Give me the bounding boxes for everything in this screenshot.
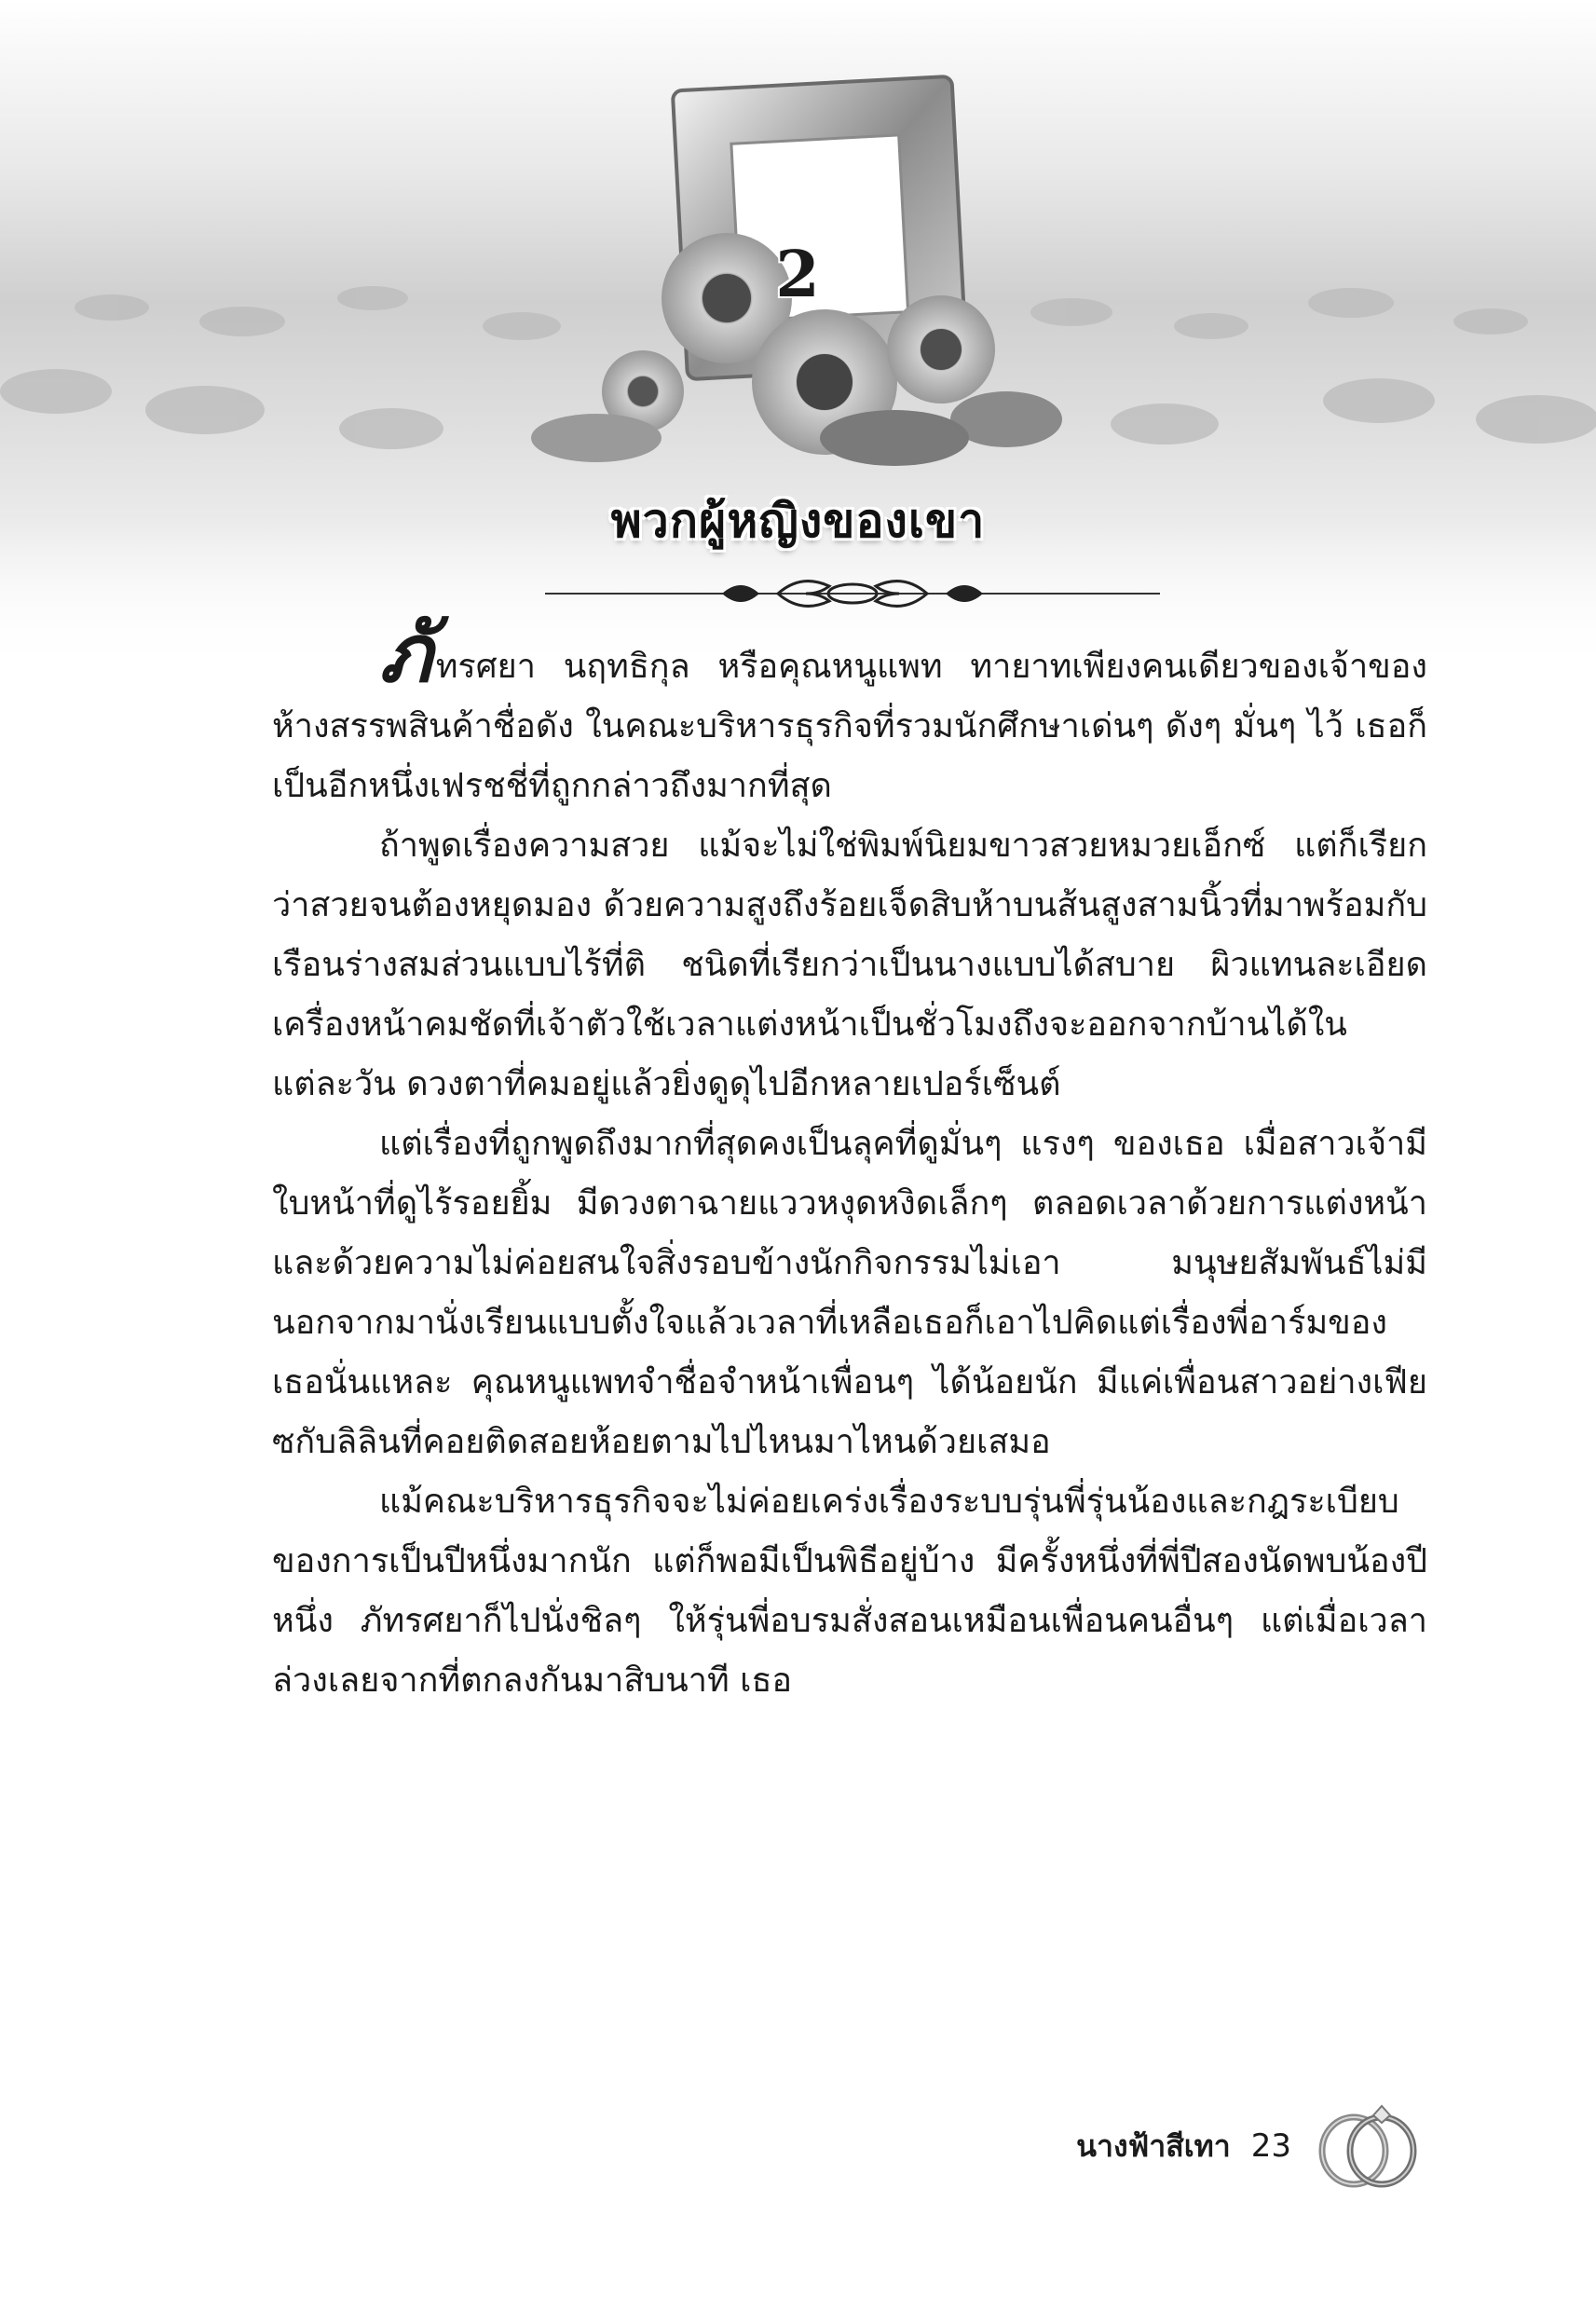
page-number: 23: [1250, 2127, 1291, 2165]
paragraph-4: แม้คณะบริหารธุรกิจจะไม่ค่อยเคร่งเรื่องระบบรุ่นพี่รุ่นน้องและกฎระเบียบของการเป็นปีหนึ่งมากนัก แต่ก็พอมีเป็นพิธีอยู่บ้าง มีครั้งหนึ่งที่พี่ปีสองนัดพบน้องปีหนึ่ง ภัทรศยาก็ไปนั่งชิลๆ ให้รุ่นพี่อบรมสั่งสอนเหมือนเพื่อนคนอื่นๆ แต่เมื่อเวลาล่วงเลยจากที่ตกลงกันมาสิบนาที เธอ: [272, 1483, 1427, 1700]
flourish-divider-icon: [545, 570, 1160, 617]
chapter-title: พวกผู้หญิงของเขา: [610, 494, 986, 548]
chapter-number: 2: [775, 238, 820, 312]
page-footer: [1076, 2113, 1424, 2179]
chapter-body: [272, 607, 1427, 1711]
wedding-rings-icon: [1312, 2102, 1424, 2191]
paragraph-3: แต่เรื่องที่ถูกพูดถึงมากที่สุดคงเป็นลุคที่ดูมั่นๆ แรงๆ ของเธอ เมื่อสาวเจ้ามีใบหน้าที่ดูไร้รอยยิ้ม มีดวงตาฉายแววหงุดหงิดเล็กๆ ตลอดเวลาด้วยการแต่งหน้า และด้วยความไม่ค่อยสนใจสิ่งรอบข้างนักกิจกรรมไม่เอา มนุษยสัมพันธ์ไม่มี นอกจากมานั่งเรียนแบบตั้งใจแล้วเวลาที่เหลือเธอก็เอาไปคิดแต่เรื่องพี่อาร์มของเธอนั่นแหละ คุณหนูแพทจำชื่อจำหน้าเพื่อนๆ ได้น้อยนัก มีแค่เพื่อนสาวอย่างเฟียซกับลิลินที่คอยติดสอยห้อยตามไปไหนมาไหนด้วยเสมอ: [272, 1125, 1427, 1461]
paragraph-1: [272, 607, 1427, 816]
paragraph-2: ถ้าพูดเรื่องความสวย แม้จะไม่ใช่พิมพ์นิยมขาวสวยหมวยเอ็กซ์ แต่ก็เรียกว่าสวยจนต้องหยุดมอง ด้วยความสูงถึงร้อยเจ็ดสิบห้าบนส้นสูงสามนิ้วที่มาพร้อมกับเรือนร่างสมส่วนแบบไร้ที่ติ ชนิดที่เรียกว่าเป็นนางแบบได้สบาย ผิวแทนละเอียด เครื่องหน้าคมชัดที่เจ้าตัวใช้เวลาแต่งหน้าเป็นชั่วโมงถึงจะออกจากบ้านได้ในแต่ละวัน ดวงตาที่คมอยู่แล้วยิ่งดูดุไปอีกหลายเปอร์เซ็นต์: [272, 827, 1427, 1103]
paragraph-1-text: ทรศยา นฤทธิกุล หรือคุณหนูแพท ทายาทเพียงคนเดียวของเจ้าของห้างสรรพสินค้าชื่อดัง ในคณะบริหารธุรกิจที่รวมนักศึกษาเด่นๆ ดังๆ มั่นๆ ไว้ เธอก็เป็นอีกหนึ่งเฟรชชี่ที่ถูกกล่าวถึงมากที่สุด: [272, 648, 1427, 805]
footer-book-title: นางฟ้าสีเทา: [1076, 2127, 1231, 2164]
drop-cap: ภั: [379, 607, 432, 701]
